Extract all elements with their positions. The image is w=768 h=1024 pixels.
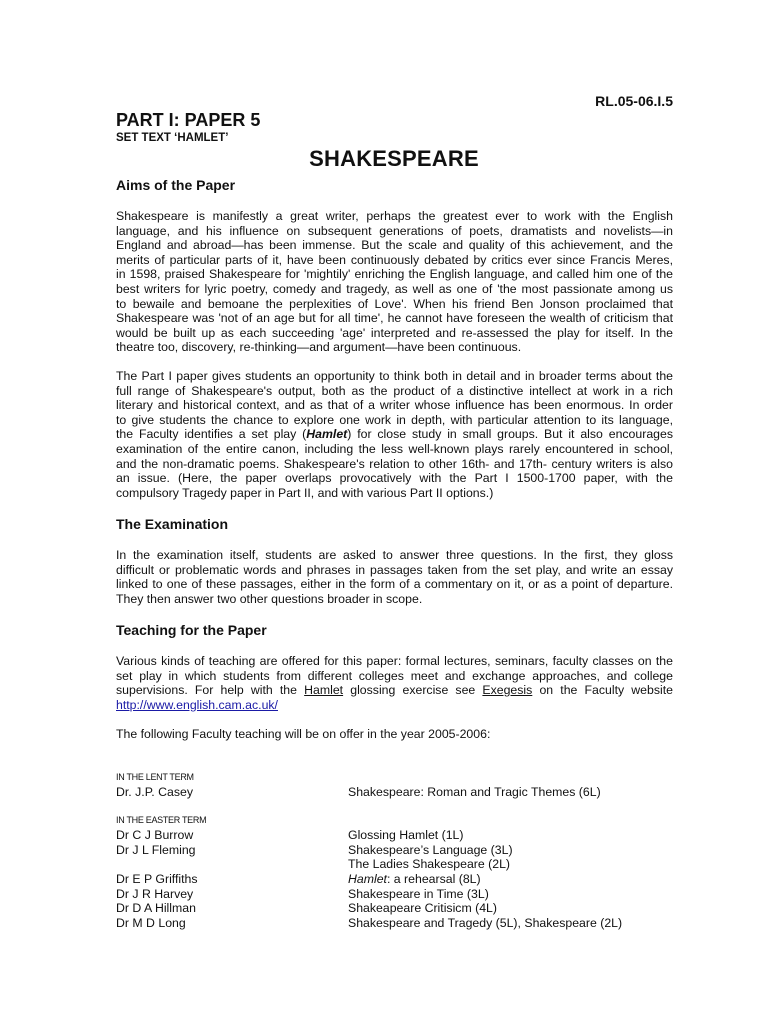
text-line: linked to one of these passages, either in the form of a commentary on it, or as a point of departure. (116, 577, 673, 592)
text-line: to give students the chance to explore one work in depth, with particular attention to its language, (116, 412, 673, 427)
aims-paragraph-2 (116, 369, 673, 500)
easter-term-heading: IN THE EASTER TERM (116, 815, 207, 825)
lecturer-name: Dr E P Griffiths (116, 872, 198, 886)
lecturer-name: Dr M D Long (116, 916, 186, 930)
aims-paragraph-1 (116, 209, 673, 355)
part-heading: PART I: PAPER 5 (116, 110, 261, 130)
text-line: to bewaile and bemoane the perplexities of Love'. When his friend Ben Jonson proclaimed that (116, 296, 673, 311)
teaching-heading: Teaching for the Paper (116, 622, 267, 638)
course-title: Shakespeare’s Language (3L) (348, 843, 513, 857)
course-title: The Ladies Shakespeare (2L) (348, 857, 511, 871)
course-title (348, 872, 481, 887)
lecturer-name: Dr D A Hillman (116, 901, 196, 915)
lent-term-heading: IN THE LENT TERM (116, 772, 194, 782)
text-fragment: : a rehearsal (8L) (386, 872, 481, 886)
faculty-website-link[interactable]: http://www.english.cam.ac.uk/ (116, 697, 278, 712)
offer-paragraph (116, 727, 673, 742)
text-line: Shakespeare was 'not of an age but for all time', he cannot have foreseen the wealth of criticism that (116, 311, 673, 326)
lecturer-name: Dr J L Fleming (116, 843, 196, 857)
text-line: theatre too, discovery, re-thinking—and argument—have been continuous. (116, 340, 522, 355)
aims-heading: Aims of the Paper (116, 177, 236, 193)
text-line: best writers for lyric poetry, comedy and tragedy, as well as one of 'the most passionate among us (116, 281, 673, 296)
course-title: Glossing Hamlet (1L) (348, 828, 464, 842)
text-line: difficult or problematic words and phrases in passages taken from the set play, and write an essay (116, 562, 673, 577)
hamlet-underlined: Hamlet (304, 683, 344, 698)
text-fragment: on the Faculty website (532, 683, 673, 698)
text-line: language, and his influence on subsequent generations of poets, dramatists and novelists—in (116, 223, 673, 238)
lecturer-name: Dr C J Burrow (116, 828, 194, 842)
text-line: In the examination itself, students are asked to answer three questions. In the first, they gloss (116, 548, 673, 562)
text-fragment: ) for close study in small groups. But it also encourages (347, 427, 673, 442)
text-line: merits of particular parts of it, have been continuously debated by critics ever since Francis Meres, (116, 252, 673, 267)
examination-paragraph (116, 548, 673, 606)
hamlet-emphasis: Hamlet (306, 427, 348, 442)
course-title: Shakespeare in Time (3L) (348, 887, 489, 901)
lecturer-name: Dr. J.P. Casey (116, 785, 193, 799)
text-line: Various kinds of teaching are offered for this paper: formal lectures, seminars, faculty classes on the (116, 654, 673, 668)
text-line: in 1598, praised Shakespeare for 'mightily' enriching the English language, and called him one of the (116, 267, 673, 282)
text-fragment: glossing exercise see (343, 683, 483, 698)
text-line: examination of the entire canon, including the less well-known plays rarely encountered in school, (116, 441, 673, 456)
text-line: and the non-dramatic poems. Shakespeare's relation to other 16th- and 17th- century writers is also (116, 456, 673, 471)
text-line: Shakespeare is manifestly a great writer, perhaps the greatest ever to work with the English (116, 209, 673, 223)
course-title: Shakeapeare Critisicm (4L) (348, 901, 497, 915)
page-title: SHAKESPEARE (309, 146, 479, 171)
reference-code: RL.05-06.I.5 (595, 93, 673, 109)
text-fragment: supervisions. For help with the (116, 683, 305, 698)
text-fragment: the Faculty identifies a set play ( (116, 427, 307, 442)
text-line (116, 698, 673, 713)
text-line: an issue. (Here, the paper overlaps provocatively with the Part I 1500-1700 paper, with the (116, 471, 673, 486)
course-title: Shakespeare and Tragedy (5L), Shakespeare (2L) (348, 916, 623, 930)
text-line: would be built up as each succeeding 'age' interpreted and re-assessed the play for itself. In the (116, 325, 673, 340)
course-title: Shakespeare: Roman and Tragic Themes (6L) (348, 785, 601, 799)
text-line (116, 427, 673, 442)
exegesis-underlined: Exegesis (482, 683, 533, 698)
text-line: full range of Shakespeare's output, both as the product of a distinctive intellect at work in a rich (116, 383, 673, 398)
examination-heading: The Examination (116, 516, 229, 532)
text-line: set play in which students from different colleges meet and exchange approaches, and college (116, 668, 673, 683)
text-line: The Part I paper gives students an opportunity to think both in detail and in broader terms about the (116, 369, 673, 383)
text-line: England and abroad—has been immense. But the scale and quality of this achievement, and the (116, 238, 673, 253)
text-line: literary and historical context, and as that of a writer whose influence has been enormous. In order (116, 398, 673, 413)
hamlet-emphasis: Hamlet (348, 872, 387, 886)
text-line (116, 683, 673, 698)
set-text-label: SET TEXT ‘HAMLET’ (116, 132, 229, 144)
text-line: compulsory Tragedy paper in Part II, and with various Part II options.) (116, 485, 494, 500)
text-line: They then answer two other questions broader in scope. (116, 591, 423, 606)
teaching-paragraph (116, 654, 673, 712)
text-line: The following Faculty teaching will be on offer in the year 2005-2006: (116, 727, 491, 741)
lecturer-name: Dr J R Harvey (116, 887, 194, 901)
